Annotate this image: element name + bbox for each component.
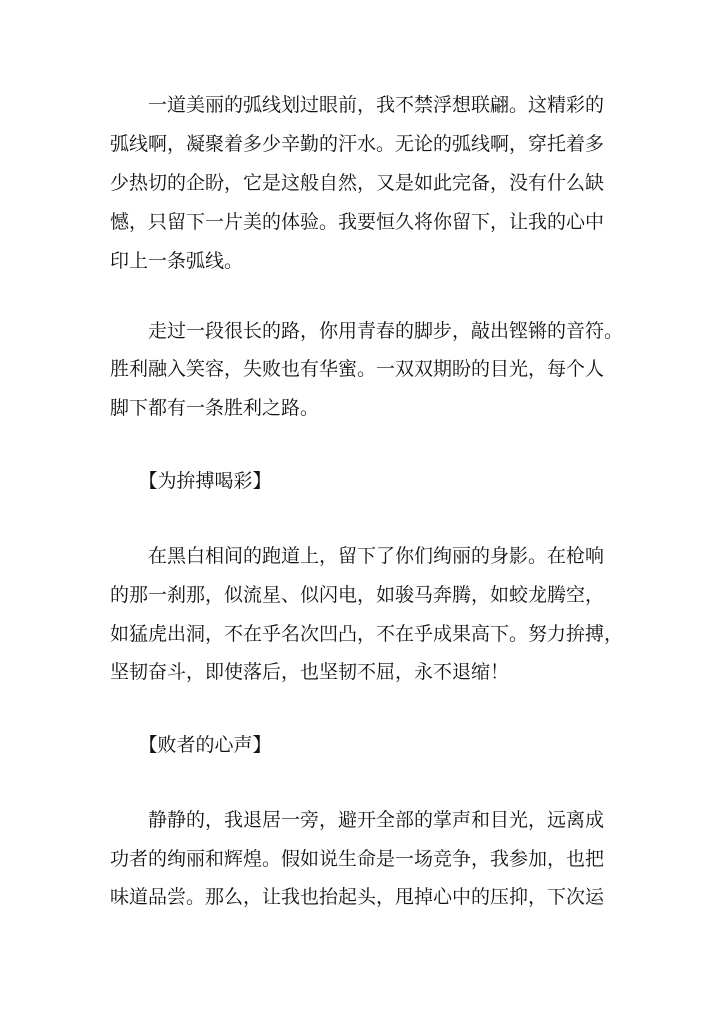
- section-heading: 【败者的心声】: [110, 734, 272, 756]
- section-heading: 【为拚搏喝彩】: [110, 470, 272, 492]
- paragraph-line: 坚韧奋斗，即使落后，也坚韧不屈，永不退缩！: [110, 661, 510, 683]
- paragraph-line: 的那一刹那，似流星、似闪电，如骏马奔腾，如蛟龙腾空，: [110, 584, 605, 606]
- paragraph-line: 弧线啊，凝聚着多少辛勤的汗水。无论的弧线啊，穿托着多: [110, 133, 605, 155]
- paragraph-line: 印上一条弧线。: [110, 250, 244, 272]
- paragraph-line: 胜利融入笑容，失败也有华蜜。一双双期盼的目光，每个人: [110, 358, 605, 380]
- paragraph-line: 憾，只留下一片美的体验。我要恒久将你留下，让我的心中: [110, 211, 605, 233]
- paragraph-line: 脚下都有一条胜利之路。: [110, 397, 320, 419]
- paragraph-line: 功者的绚丽和辉煌。假如说生命是一场竞争，我参加，也把: [110, 848, 605, 870]
- paragraph-line: 味道品尝。那么，让我也抬起头，甩掉心中的压抑，下次运: [110, 886, 605, 908]
- paragraph-line: 在黑白相间的跑道上，留下了你们绚丽的身影。在枪响: [110, 545, 605, 567]
- paragraph-line: 静静的，我退居一旁，避开全部的掌声和目光，远离成: [110, 809, 605, 831]
- paragraph-line: 一道美丽的弧线划过眼前，我不禁浮想联翩。这精彩的: [110, 94, 605, 116]
- paragraph-line: 如猛虎出洞，不在乎名次凹凸，不在乎成果高下。努力拚搏，: [110, 623, 624, 645]
- paragraph-line: 少热切的企盼，它是这般自然，又是如此完备，没有什么缺: [110, 172, 605, 194]
- paragraph-line: 走过一段很长的路，你用青春的脚步，敲出铿锵的音符。: [110, 320, 624, 342]
